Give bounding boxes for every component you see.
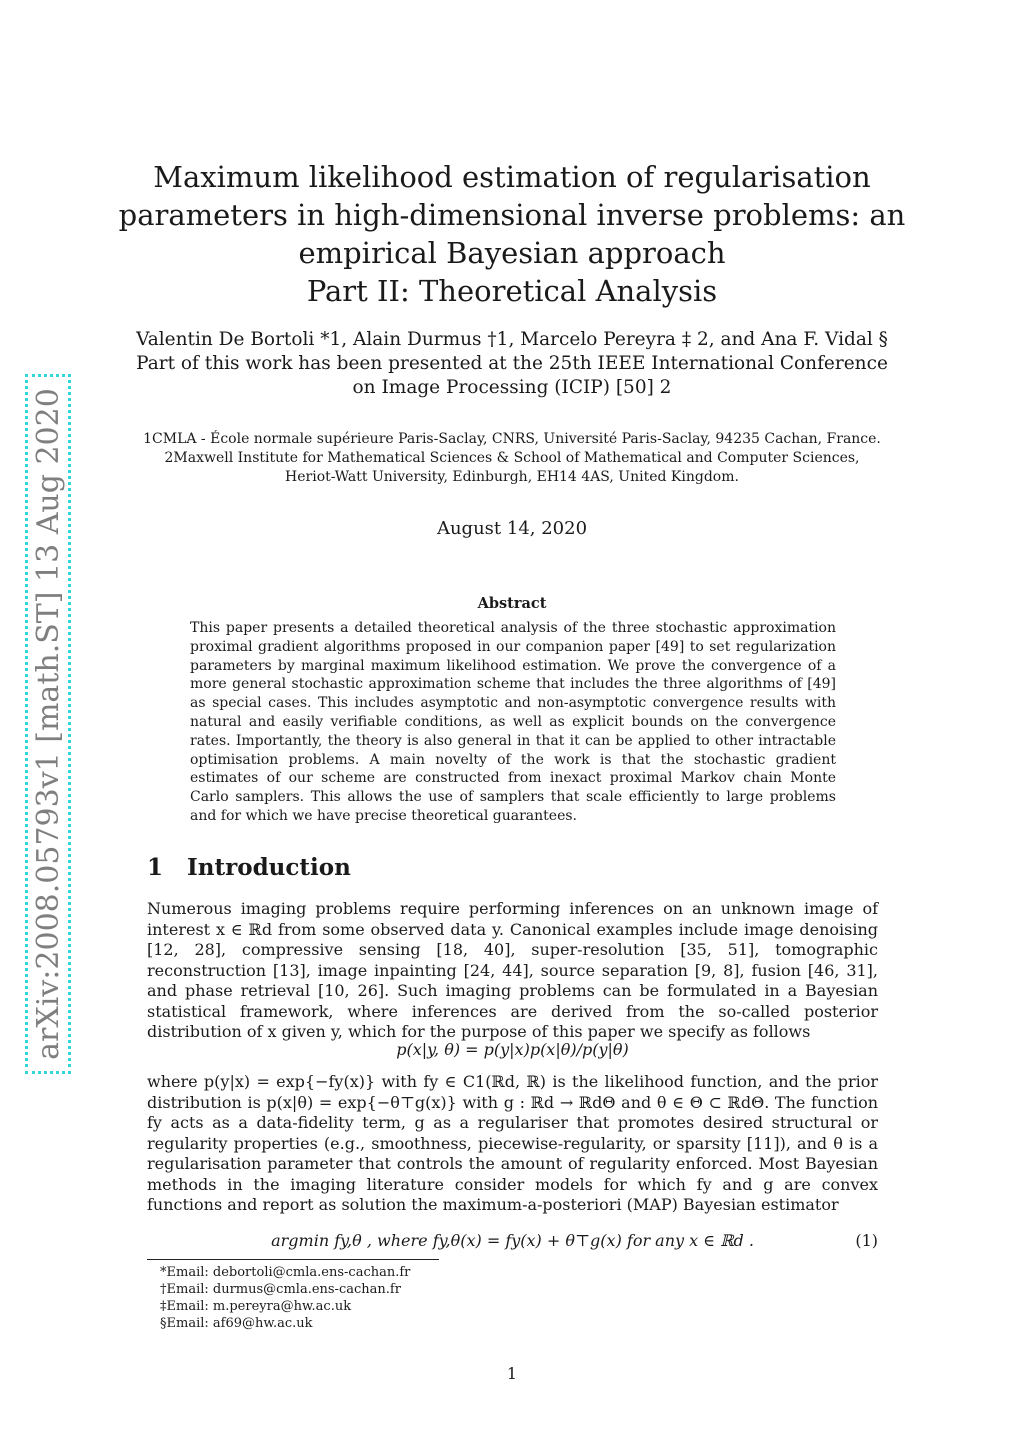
footnote-3[interactable]: ‡Email: m.pereyra@hw.ac.uk — [160, 1299, 352, 1314]
abstract-heading: Abstract — [477, 595, 547, 612]
title-line-4: Part II: Theoretical Analysis — [306, 274, 718, 308]
title-line-2: parameters in high-dimensional inverse problems: an — [118, 198, 906, 232]
footnote-4[interactable]: §Email: af69@hw.ac.uk — [160, 1316, 313, 1331]
conference-note-line-2: on Image Processing (ICIP) [50] 2 — [352, 377, 672, 398]
equation-number: (1) — [855, 1231, 878, 1250]
section-heading — [147, 854, 351, 881]
author-list: Valentin De Bortoli *1, Alain Durmus †1, Marcelo Pereyra ‡ 2, and Ana F. Vidal § — [136, 329, 888, 350]
affiliations — [100, 430, 924, 487]
intro-paragraph-2: where p(y|x) = exp{−fy(x)} with fy ∈ C1(ℝd, ℝ) is the likelihood function, and the prior distribution is p(x|θ) = exp{−θ⊤g(x)} with g : ℝd → ℝdΘ and θ ∈ Θ ⊂ ℝdΘ. The function fy acts as a data-fidelity term, g as a regulariser that promotes desired structural or regularity properties (e.g., smoothness, piecewise-regularity, or sparsity [11]), and θ is a regularisation parameter that controls the amount of regularity enforced. Most Bayesian methods in the imaging literature consider models for which fy and g are convex functions and report as solution the maximum-a-posteriori (MAP) Bayesian estimator — [147, 1072, 878, 1214]
map-equation: argmin fy,θ , where fy,θ(x) = fy(x) + θ⊤g(x) for any x ∈ ℝd . — [271, 1231, 754, 1250]
page-number: 1 — [506, 1364, 518, 1383]
section-title: Introduction — [187, 854, 351, 881]
title-line-3: empirical Bayesian approach — [298, 236, 726, 270]
title-line-1: Maximum likelihood estimation of regularisation — [153, 160, 871, 194]
affiliation-2-cont: Heriot-Watt University, Edinburgh, EH14 4AS, United Kingdom. — [285, 469, 739, 485]
abstract-body: This paper presents a detailed theoretical analysis of the three stochastic approximation proximal gradient algorithms proposed in our companion paper [49] to set regularization parameters by marginal maximum likelihood estimation. We prove the convergence of a more general stochastic approximation scheme that includes the three algorithms of [49] as special cases. This includes asymptotic and non-asymptotic convergence results with natural and easily verifiable conditions, as well as explicit bounds on the convergence rates. Importantly, the theory is also general in that it can be applied to other intractable optimisation problems. A main novelty of the work is that the stochastic gradient estimates of our scheme are constructed from inexact proximal Markov chain Monte Carlo samplers. This allows the use of samplers that scale efficiently to large problems and for which we have precise theoretical guarantees. — [190, 620, 836, 824]
intro-paragraph-1: Numerous imaging problems require performing inferences on an unknown image of interest x ∈ ℝd from some observed data y. Canonical examples include image denoising [12, 28], compressive sensing [18, 40], super-resolution [35, 51], tomographic reconstruction [13], image inpainting [24, 44], source separation [9, 8], fusion [46, 31], and phase retrieval [10, 26]. Such imaging problems can be formulated in a Bayesian statistical framework, where inferences are derived from the so-called posterior distribution of x given y, which for the purpose of this paper we specify as follows — [147, 899, 878, 1041]
footnote-1[interactable]: *Email: debortoli@cmla.ens-cachan.fr — [160, 1265, 411, 1280]
section-number: 1 — [147, 854, 164, 881]
affiliation-2: 2Maxwell Institute for Mathematical Sciences & School of Mathematical and Computer Sciences, — [164, 450, 860, 466]
affiliation-1: 1CMLA - École normale supérieure Paris-Saclay, CNRS, Université Paris-Saclay, 94235 Cachan, France. — [143, 431, 881, 447]
conference-note-line-1: Part of this work has been presented at the 25th IEEE International Conference — [136, 353, 888, 374]
author-block — [100, 328, 924, 400]
publication-date: August 14, 2020 — [436, 518, 588, 539]
arxiv-side-stamp[interactable]: arXiv:2008.05793v1 [math.ST] 13 Aug 2020 — [25, 374, 71, 1074]
paper-title — [100, 158, 924, 310]
footnote-rule — [147, 1259, 439, 1260]
footnote-2[interactable]: †Email: durmus@cmla.ens-cachan.fr — [160, 1282, 401, 1297]
posterior-equation: p(x|y, θ) = p(y|x)p(x|θ)/p(y|θ) — [396, 1040, 629, 1059]
